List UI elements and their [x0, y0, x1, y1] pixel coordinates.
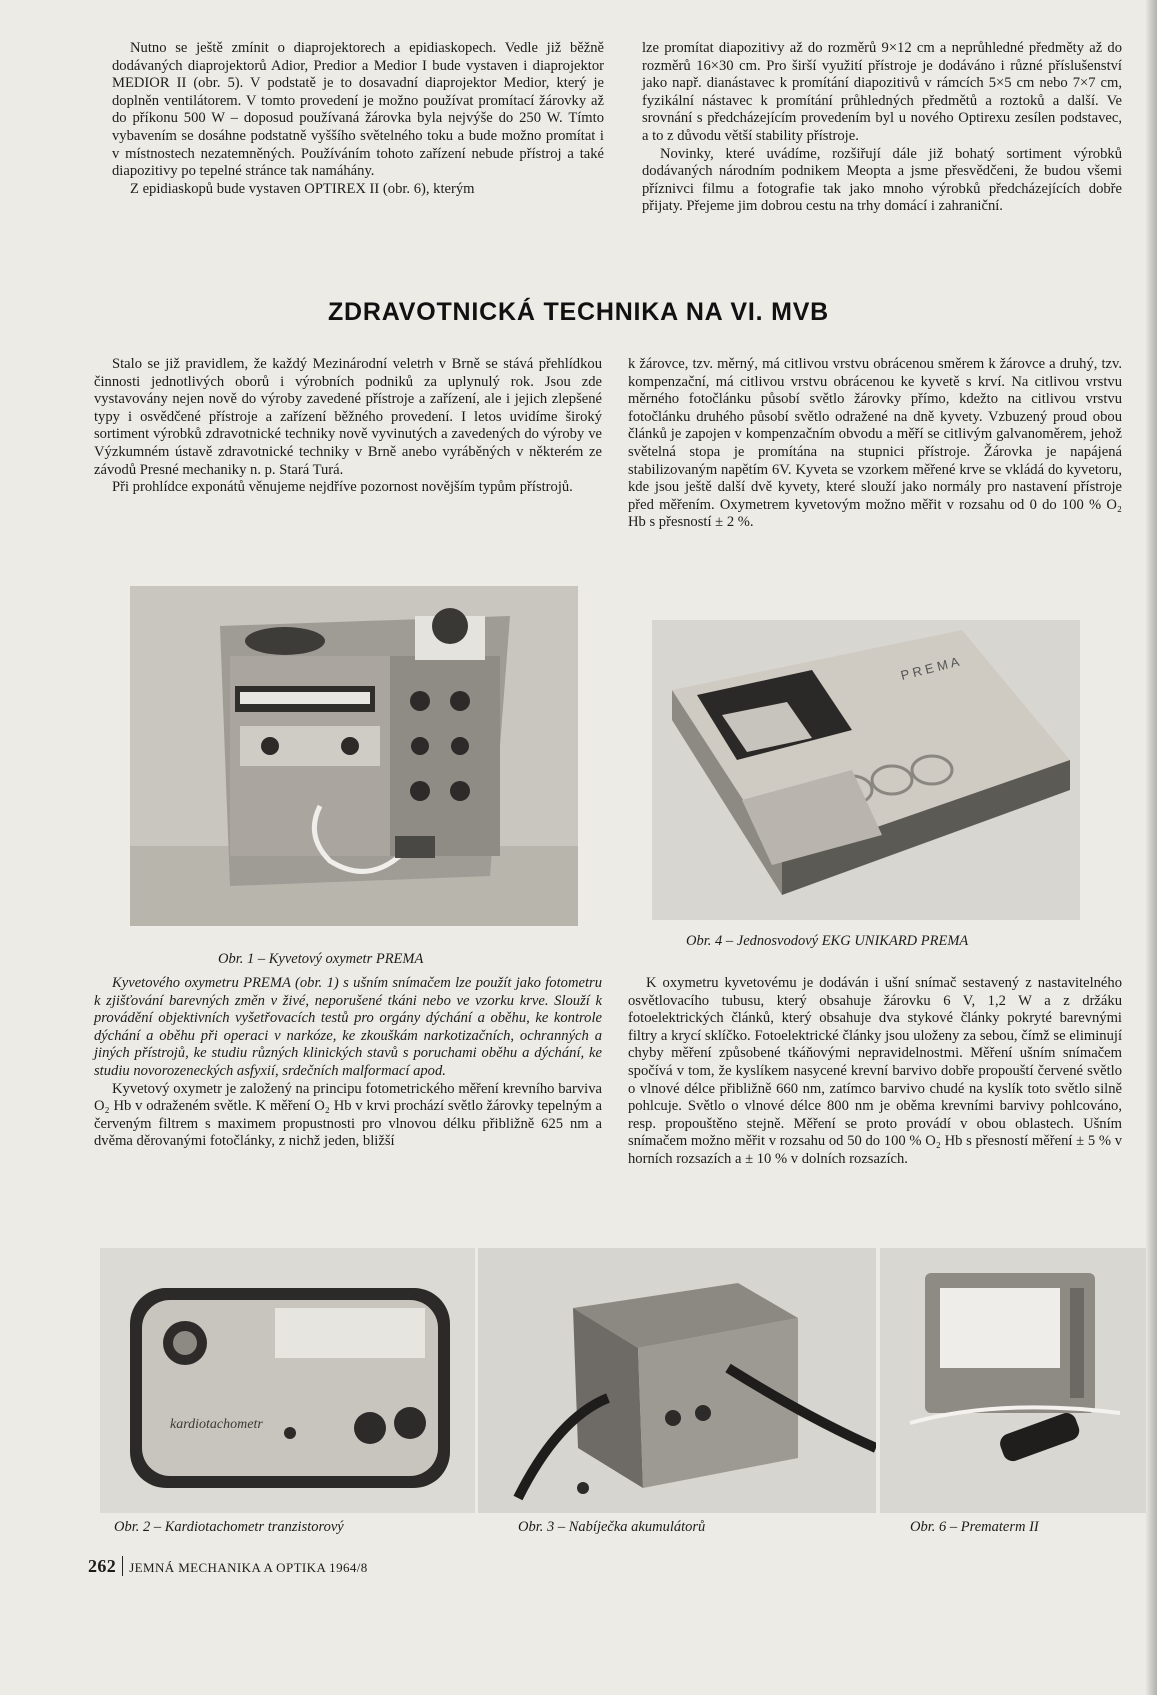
journal-name: JEMNÁ MECHANIKA A OPTIKA 1964/8	[129, 1560, 368, 1575]
photo-ekg	[652, 620, 1080, 920]
oximeter-illustration	[130, 586, 578, 926]
lower-left-column	[94, 975, 602, 1151]
caption-fig6: Obr. 6 – Prematerm II	[910, 1519, 1039, 1535]
cardiotachometer-brand-label: kardiotachometr	[170, 1417, 263, 1432]
ekg-illustration	[652, 620, 1080, 920]
footer-divider	[122, 1556, 123, 1576]
paragraph: k žárovce, tzv. měrný, má citlivou vrstvu obrácenou směrem k žárovce a druhý, tzv. kompenzační, má citlivou vrstvu obrácenou ke kyvetě s krví. Na citlivou vrstvu měrného fotočlánku působí světlo žárovky přímo, kdežto na citlivou vrstvu fotočlánku druhého působí světlo odražené na dně kyvety. Vzbuzený proud obou článků je zapojen v kompenzačním obvodu a měří se citlivým galvanoměrem, jehož světelná stopa je promítána na stupnici přístroje. Žárovka je napájená stabilizovaným napětím 6V. Kyveta se vzorkem měřené krve se vkládá do kyvetoru, kde jsou ještě další dvě kyvety, které slouží jako normály pro nastavení přístroje před měřením. Oxymetrem kyvetovým možno měřit v rozsahu od 0 do 100 % O₂ Hb s přesností ± 2 %.	[628, 356, 1122, 531]
photo-battery-charger	[478, 1248, 876, 1513]
caption-fig2: Obr. 2 – Kardiotachometr tranzistorový	[114, 1519, 344, 1535]
caption-fig1: Obr. 1 – Kyvetový oxymetr PREMA	[218, 951, 424, 967]
lower-right-column	[628, 975, 1122, 1169]
page-edge-shadow	[1145, 0, 1157, 1695]
paragraph: Novinky, které uvádíme, rozšiřují dále již bohatý sortiment výrobků dodávaných národním podnikem Meopta a jsme přesvědčeni, že budou všemi příznivci filmu a fotografie tak jako mnoho výrobků předcházejících dobře přijaty. Přejeme jim dobrou cestu na trhy domácí i zahraniční.	[642, 145, 1122, 215]
battery-charger-illustration	[478, 1248, 876, 1513]
caption-fig4: Obr. 4 – Jednosvodový EKG UNIKARD PREMA	[686, 933, 969, 949]
article-heading: ZDRAVOTNICKÁ TECHNIKA NA VI. MVB	[327, 298, 830, 326]
intro-right-column	[628, 356, 1122, 532]
top-left-column	[112, 40, 604, 198]
paragraph: Stalo se již pravidlem, že každý Mezinárodní veletrh v Brně se stává přehlídkou činnosti jednotlivých oborů i výrobních podniků za uplynulý rok. Jsou zde vystavovány nejen nově do výroby zavedené přístroje a zařízení, ale i jejich zlepšené typy i osvědčené přístroje a zařízení běžného provedení. I letos uvidíme široký sortiment výrobků zdravotnické techniky nově vyvinutých a zavedených do výroby ve Výzkumném ústavě zdravotnické techniky v Brně anebo vyráběných v některém ze závodů Presné mechaniky n. p. Stará Turá.	[94, 356, 602, 478]
paragraph: lze promítat diapozitivy až do rozměrů 9×12 cm a neprůhledné předměty až do rozměrů 16×30 cm. Pro širší využití přístroje je dodáváno i různé příslušenství jako např. dianástavec k promítání diapozitivů v rámcích 5×5 cm nebo 7×7 cm, fyzikální nástavec k promítání průhledných předmětů a roztoků a další. Ve srovnání s předcházejícím provedením byl u nového Optirexu zesílen podstavec, a to z důvodu větší stability přístroje.	[642, 40, 1122, 144]
top-right-column	[642, 40, 1122, 216]
page-number: 262	[88, 1556, 117, 1576]
paragraph: Kyvetový oxymetr je založený na principu fotometrického měření krevního barviva O₂ Hb v odraženém světle. K měření O₂ Hb v krvi prochází světlo žárovky tepelným a červeným filtrem s maximem propustnosti pro vlnovou délku přibližně 625 nm a dvěma děrovanými fotočlánky, z nichž jeden, bližší	[94, 1080, 602, 1150]
cardiotachometer-illustration	[100, 1248, 475, 1513]
intro-left-column	[94, 356, 602, 497]
ekg-brand-label: P R E M A	[899, 653, 961, 683]
page-footer	[88, 1556, 368, 1577]
photo-oximeter	[130, 586, 578, 926]
photo-cardiotachometer	[100, 1248, 475, 1513]
paragraph: Při prohlídce exponátů věnujeme nejdříve pozornost novějším typům přístrojů.	[112, 479, 573, 496]
photo-prematerm	[880, 1248, 1146, 1513]
paragraph: K oxymetru kyvetovému je dodáván i ušní snímač sestavený z nastavitelného osvětlovacího tubusu, který obsahuje žárovku 6 V, 1,2 W a z držáku fotoelektrických článků, který obsahuje dva stykové články pokryté barevnými filtry a krycí sklíčko. Fotoelektrické články jsou uloženy za sebou, čímž se eliminují chyby měření způsobené tkáňovými nepravidelnostmi. Měření ušním snímačem spočívá v tom, že kyslíkem nasycené krevní barvivo dobře propouští červené světlo o vlnové délce přibližně 660 nm, zatímco barvivo chudé na kyslík toto světlo silně pohlcuje. Světlo o vlnové délce 800 nm je oběma krevními barvivy pohlcováno, resp. propouštěno stejně. Měření se proto provádí v obou oblastech. Ušním snímačem možno měřit v rozsahu od 50 do 100 % O₂ Hb s přesností měření ± 5 % v horních rozsazích a ± 10 % v dolních rozsazích.	[628, 975, 1122, 1167]
caption-fig3: Obr. 3 – Nabíječka akumulátorů	[518, 1519, 706, 1535]
prematerm-illustration	[880, 1248, 1146, 1513]
paragraph: Z epidiaskopů bude vystaven OPTIREX II (obr. 6), kterým	[130, 180, 475, 197]
paragraph: Nutno se ještě zmínit o diaprojektorech a epidiaskopech. Vedle již běžně dodávaných diaprojektorů Adior, Predior a Medior I bude vystaven i diaprojektor MEDIOR II (obr. 5). V podstatě je to dosavadní diaprojektor Medior, který je doplněn ventilátorem. V tomto provedení je možno používat promítací žárovky až do příkonu 500 W – doposud používaná žárovka byla nejvýše do 250 W. Tímto vybavením se dosáhne podstatně vyššího světelného toku a bude možno promítat i v místnostech nezatemněných. Používáním tohoto zařízení nebude přístroj a také diapozitivy po tepelné stránce tak namáhány.	[112, 40, 604, 180]
paragraph: Kyvetového oxymetru PREMA (obr. 1) s ušním snímačem lze použít jako fotometru k zjišťování barevných změn v živé, neporušené tkáni nebo ve vzorku krve. Slouží k provádění objektivních vyšetřovacích testů pro orgány dýchání a oběhu, ke kontrole dýchání a oběhu při operaci v narkóze, ke zkouškám narkotizačních, ochranných a jiných přístrojů, ke studiu různých klinických stavů s poruchami oběhu a dýchání, ke studiu novorozeneckých asfyxií, srdečních malformací apod.	[94, 975, 602, 1079]
